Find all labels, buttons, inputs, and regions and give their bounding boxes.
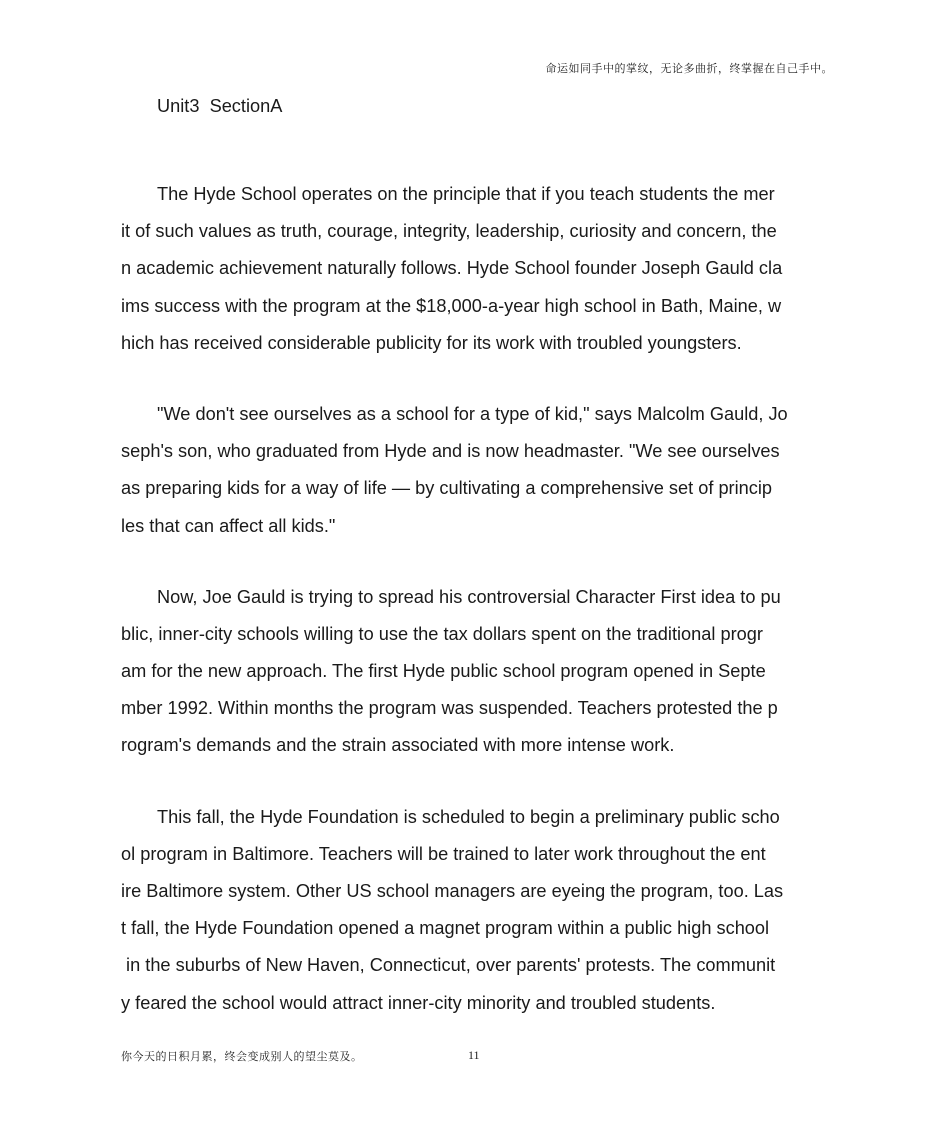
text-line: mber 1992. Within months the program was suspended. Teachers protested the p: [121, 698, 778, 719]
text-line: y feared the school would attract inner-city minority and troubled students.: [121, 992, 716, 1013]
text-line: This fall, the Hyde Foundation is scheduled to begin a preliminary public scho: [157, 806, 780, 827]
text-line: hich has received considerable publicity for its work with troubled youngsters.: [121, 332, 742, 353]
text-line: "We don't see ourselves as a school for a type of kid," says Malcolm Gauld, Jo: [157, 403, 788, 424]
footer-motto: 你今天的日积月累，终会变成别人的望尘莫及。: [121, 1050, 363, 1063]
text-line: am for the new approach. The first Hyde public school program opened in Septe: [121, 661, 766, 682]
paragraph-4: [121, 799, 833, 1022]
text-line: as preparing kids for a way of life — by cultivating a comprehensive set of princip: [121, 478, 773, 499]
text-line: blic, inner-city schools willing to use the tax dollars spent on the traditional progr: [121, 623, 763, 644]
text-line: it of such values as truth, courage, integrity, leadership, curiosity and concern, the: [121, 221, 777, 242]
text-line: seph's son, who graduated from Hyde and is now headmaster. "We see ourselves: [121, 441, 780, 462]
text-line: rogram's demands and the strain associated with more intense work.: [121, 735, 675, 756]
header-motto: 命运如同手中的掌纹，无论多曲折，终掌握在自己手中。: [545, 62, 833, 75]
paragraph-1: [121, 176, 833, 362]
text-line: ol program in Baltimore. Teachers will be trained to later work throughout the ent: [121, 843, 766, 864]
paragraph-2: [121, 396, 833, 545]
section-title: Unit3 SectionA: [157, 96, 283, 116]
text-line: in the suburbs of New Haven, Connecticut, over parents' protests. The communit: [121, 955, 776, 976]
text-line: ims success with the program at the $18,000-a-year high school in Bath, Maine, w: [121, 295, 782, 316]
paragraph-3: [121, 579, 833, 765]
text-line: The Hyde School operates on the principle that if you teach students the mer: [157, 184, 775, 204]
text-line: t fall, the Hyde Foundation opened a magnet program within a public high school: [121, 918, 770, 939]
text-line: Now, Joe Gauld is trying to spread his controversial Character First idea to pu: [157, 586, 781, 607]
text-line: n academic achievement naturally follows. Hyde School founder Joseph Gauld cla: [121, 258, 783, 279]
text-line: ire Baltimore system. Other US school managers are eyeing the program, too. Las: [121, 881, 784, 901]
page-number: 11: [468, 1048, 480, 1062]
text-line: les that can affect all kids.": [121, 515, 336, 536]
document-body: [121, 92, 833, 1022]
